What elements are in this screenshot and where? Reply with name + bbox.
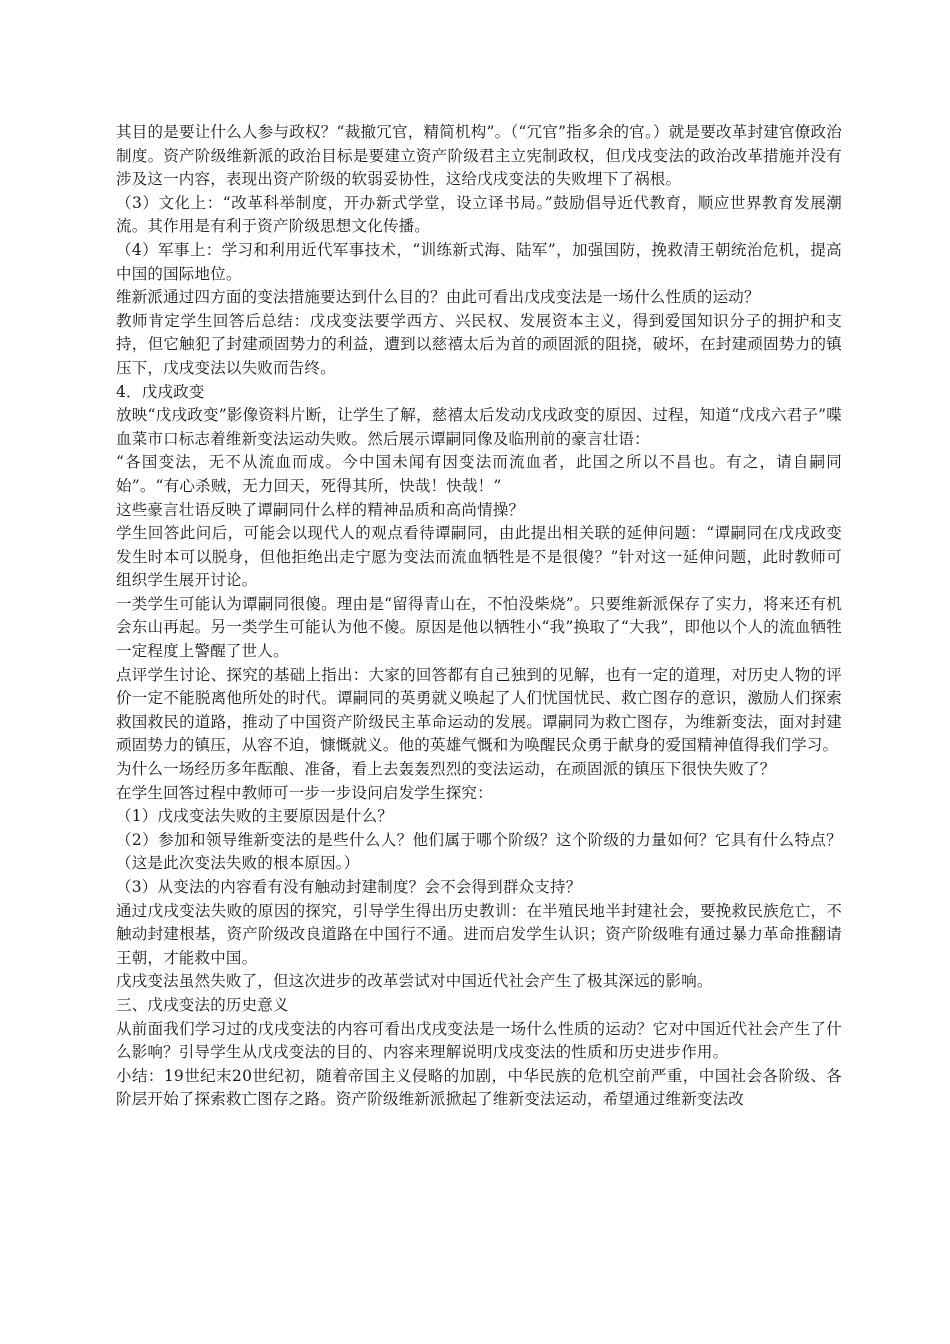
paragraph-influence: 戊戌变法虽然失败了，但这次进步的改革尝试对中国近代社会产生了极其深远的影响。 xyxy=(116,972,713,991)
paragraph-inquiry-1: （1）戊戌变法失败的主要原因是什么？ xyxy=(116,807,393,826)
paragraph-question-failure: 为什么一场经历多年酝酿、准备，看上去轰轰烈烈的变法运动，在顽固派的镇压下很快失败了？ xyxy=(116,760,776,779)
section-heading-significance: 三、戊戌变法的历史意义 xyxy=(116,995,289,1014)
paragraph-student-views: 一类学生可能认为谭嗣同很傻。理由是“留得青山在，不怕没柴烧”。只要维新派保存了实力，将来还有机会东山再起。另一类学生可能认为他不傻。原因是他以牺牲小“我”换取了“大我”，即他以个人的流血牺牲一定程度上警醒了世人。 xyxy=(116,594,842,661)
paragraph-summary: 小结：19世纪末20世纪初，随着帝国主义侵略的加剧，中华民族的危机空前严重，中国社会各阶级、各阶层开始了探索救亡图存之路。资产阶级维新派掀起了维新变法运动，希望通过维新变法改 xyxy=(116,1066,842,1109)
paragraph-significance-question: 从前面我们学习过的戊戌变法的内容可看出戊戌变法是一场什么性质的运动？它对中国近代社会产生了什么影响？引导学生从戊戌变法的目的、内容来理解说明戊戌变法的性质和历史进步作用。 xyxy=(116,1019,842,1062)
paragraph-guided-inquiry: 在学生回答过程中教师可一步一步设问启发学生探究： xyxy=(116,783,493,802)
paragraph-inquiry-2: （2）参加和领导维新变法的是些什么人？他们属于哪个阶级？这个阶级的力量如何？它具有什么特点？（这是此次变法失败的根本原因。） xyxy=(116,830,842,873)
paragraph-lesson: 通过戊戌变法失败的原因的探究，引导学生得出历史教训：在半殖民地半封建社会，要挽救民族危亡，不触动封建根基，资产阶级改良道路在中国行不通。进而启发学生认识；资产阶级唯有通过暴力革命推翻请王朝，才能救中国。 xyxy=(116,901,842,967)
paragraph-political-reform: 其目的是要让什么人参与政权？“裁撤冗官，精简机构”。（“冗官”指多余的官。）就是要改革封建官僚政治制度。资产阶级维新派的政治目标是要建立资产阶级君主立宪制政权，但戊戌变法的政治改革措施并没有涉及这一内容，表现出资产阶级的软弱妥协性，这给戊戌变法的失败埋下了祸根。 xyxy=(116,123,842,189)
section-heading-coup: 4．戊戌政变 xyxy=(116,382,205,401)
paragraph-culture-reform: （3）文化上：“改革科举制度，开办新式学堂，设立译书局。”鼓励倡导近代教育，顺应世界教育发展潮流。其作用是有利于资产阶级思想文化传播。 xyxy=(116,193,842,236)
paragraph-military-reform: （4）军事上：学习和利用近代军事技术，“训练新式海、陆军”，加强国防，挽救清王朝统治危机，提高中国的国际地位。 xyxy=(116,240,842,283)
paragraph-teacher-summary: 教师肯定学生回答后总结：戊戌变法要学西方、兴民权、发展资本主义，得到爱国知识分子的拥护和支持，但它触犯了封建顽固势力的利益，遭到以慈禧太后为首的顽固派的阻挠，破坏，在封建顽固势力的镇压下，戊戌变法以失败而告终。 xyxy=(116,311,842,377)
paragraph-commentary: 点评学生讨论、探究的基础上指出：大家的回答都有自己独到的见解，也有一定的道理，对历史人物的评价一定不能脱离他所处的时代。谭嗣同的英勇就义唤起了人们忧国忧民、救亡图存的意识，激励人们探索救国救民的道路，推动了中国资产阶级民主革命运动的发展。谭嗣同为救亡图存，为维新变法，面对封建顽固势力的镇压，从容不迫，慷慨就义。他的英雄气慨和为唤醒民众勇于献身的爱国精神值得我们学习。 xyxy=(116,665,842,755)
paragraph-question-spirit: 这些豪言壮语反映了谭嗣同什么样的精神品质和高尚情操？ xyxy=(116,500,525,519)
paragraph-coup-video: 放映“戊戌政变”影像资料片断，让学生了解，慈禧太后发动戊戌政变的原因、过程，知道“戊戌六君子”喋血菜市口标志着维新变法运动失败。然后展示谭嗣同像及临刑前的豪言壮语： xyxy=(116,406,842,448)
paragraph-tan-quote: “各国变法，无不从流血而成。今中国未闻有因变法而流血者，此国之所以不昌也。有之，请自嗣同始”。“有心杀贼，无力回天，死得其所，快哉！快哉！” xyxy=(116,453,842,495)
document-body xyxy=(116,121,842,1112)
paragraph-extension-question: 学生回答此问后，可能会以现代人的观点看待谭嗣同，由此提出相关联的延伸问题：“谭嗣同在戊戌政变发生时本可以脱身，但他拒绝出走宁愿为变法而流血牺牲是不是很傻？”针对这一延伸问题，此时教师可组织学生展开讨论。 xyxy=(116,524,842,590)
paragraph-question-purpose: 维新派通过四方面的变法措施要达到什么目的？由此可看出戊戌变法是一场什么性质的运动？ xyxy=(116,288,760,307)
paragraph-inquiry-3: （3）从变法的内容看有没有触动封建制度？会不会得到群众支持？ xyxy=(116,878,582,896)
